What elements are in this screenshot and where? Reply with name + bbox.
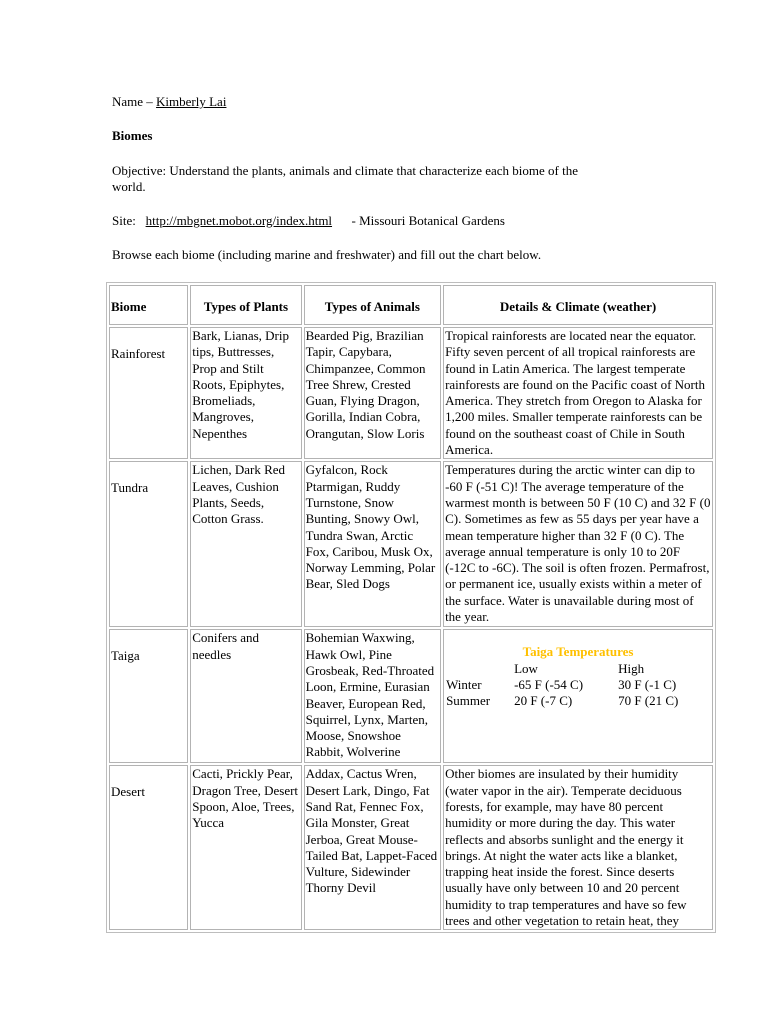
taiga-temperature-table xyxy=(445,644,711,709)
header-biome: Biome xyxy=(109,285,188,325)
biome-name: Rainforest xyxy=(111,346,166,361)
biome-cell xyxy=(109,765,188,930)
biome-cell xyxy=(109,461,188,627)
header-details: Details & Climate (weather) xyxy=(443,285,713,325)
student-name: Kimberly Lai xyxy=(156,94,227,109)
biome-name: Desert xyxy=(111,784,145,800)
high-label: High xyxy=(618,660,645,676)
details-cell xyxy=(443,629,713,763)
summer-high: 70 F (21 C) xyxy=(618,693,679,709)
table-row-desert xyxy=(109,765,713,930)
taiga-temperatures-title: Taiga Temperatures xyxy=(522,644,634,660)
table-row-rainforest xyxy=(109,327,713,459)
header-animals: Types of Animals xyxy=(304,285,441,325)
name-line xyxy=(112,94,226,110)
objective-line-2: world. xyxy=(112,179,146,194)
animals-cell: Gyfalcon, Rock Ptarmigan, Ruddy Turnstone, Snow Bunting, Snowy Owl, Tundra Swan, Arctic Fox, Caribou, Musk Ox, Norway Lemming, Polar Bear, Sled Dogs xyxy=(304,461,441,627)
biome-table xyxy=(106,282,716,933)
plants-cell: Cacti, Prickly Pear, Dragon Tree, Desert Spoon, Aloe, Trees, Yucca xyxy=(190,765,301,930)
page-title: Biomes xyxy=(112,128,153,143)
site-line xyxy=(112,213,505,229)
summer-label: Summer xyxy=(446,693,491,709)
plants-cell: Lichen, Dark Red Leaves, Cushion Plants, Seeds, Cotton Grass. xyxy=(190,461,301,627)
animals-cell: Addax, Cactus Wren, Desert Lark, Dingo, Fat Sand Rat, Fennec Fox, Gila Monster, Great Jerboa, Great Mouse-Tailed Bat, Lappet-Faced Vulture, Sidewinder Thorny Devil xyxy=(304,765,441,930)
winter-label: Winter xyxy=(446,676,482,692)
site-label: Site: xyxy=(112,213,146,228)
header-plants: Types of Plants xyxy=(190,285,301,325)
winter-high: 30 F (-1 C) xyxy=(618,676,677,692)
objective-line-1: Objective: Understand the plants, animals and climate that characterize each biome of the xyxy=(112,163,579,178)
table-header-row xyxy=(109,285,713,325)
details-cell: Tropical rainforests are located near the equator. Fifty seven percent of all tropical rainforests are found in Latin America. The largest temperate rainforests are found on the Pacific coast of North America. They stretch from Oregon to Alaska for 1,200 miles. Smaller temperate rainforests can be found on the southeast coast of Chile in South America. xyxy=(443,327,713,459)
details-cell: Temperatures during the arctic winter can dip to -60 F (-51 C)! The average temperature of the warmest month is between 50 F (10 C) and 32 F (0 C). Sometimes as few as 55 days per year have a mean temperature higher than 32 F (0 C). The average annual temperature is only 10 to 20F (-12C to -6C). The soil is often frozen. Permafrost, or permanent ice, usually exists within a meter of the surface. Water is unavailable during most of the year. xyxy=(443,461,713,627)
instructions: Browse each biome (including marine and freshwater) and fill out the chart below. xyxy=(112,247,542,262)
animals-cell: Bearded Pig, Brazilian Tapir, Capybara, Chimpanzee, Common Tree Shrew, Crested Guan, Flying Dragon, Gorilla, Indian Cobra, Orangutan, Slow Loris xyxy=(304,327,441,459)
plants-cell: Conifers and needles xyxy=(190,629,301,763)
table-row-tundra xyxy=(109,461,713,627)
animals-cell: Bohemian Waxwing, Hawk Owl, Pine Grosbeak, Red-Throated Loon, Ermine, Eurasian Beaver, European Red, Squirrel, Lynx, Marten, Moose, Snowshoe Rabbit, Wolverine xyxy=(304,629,441,763)
plants-cell: Bark, Lianas, Drip tips, Buttresses, Prop and Stilt Roots, Epiphytes, Bromeliads, Mangroves, Nepenthes xyxy=(190,327,301,459)
biome-cell xyxy=(109,629,188,763)
biome-name: Tundra xyxy=(111,480,149,496)
low-label: Low xyxy=(514,660,538,676)
details-cell: Other biomes are insulated by their humidity (water vapor in the air). Temperate deciduous forests, for example, may have 80 percent humidity or more during the day. This water reflects and absorbs sunlight and the energy it brings. At night the water acts like a blanket, trapping heat inside the forest. Since deserts usually have only between 10 and 20 percent humidity to trap temperatures and have so few trees and other vegetation to retain heat, they xyxy=(443,765,713,930)
table-row-taiga xyxy=(109,629,713,763)
site-link[interactable]: http://mbgnet.mobot.org/index.html xyxy=(145,213,333,228)
biome-name: Taiga xyxy=(111,648,140,664)
winter-low: -65 F (-54 C) xyxy=(514,676,584,692)
summer-low: 20 F (-7 C) xyxy=(514,693,573,709)
biome-cell xyxy=(109,327,188,459)
site-source: - Missouri Botanical Gardens xyxy=(332,213,505,228)
name-label: Name – xyxy=(112,94,157,109)
